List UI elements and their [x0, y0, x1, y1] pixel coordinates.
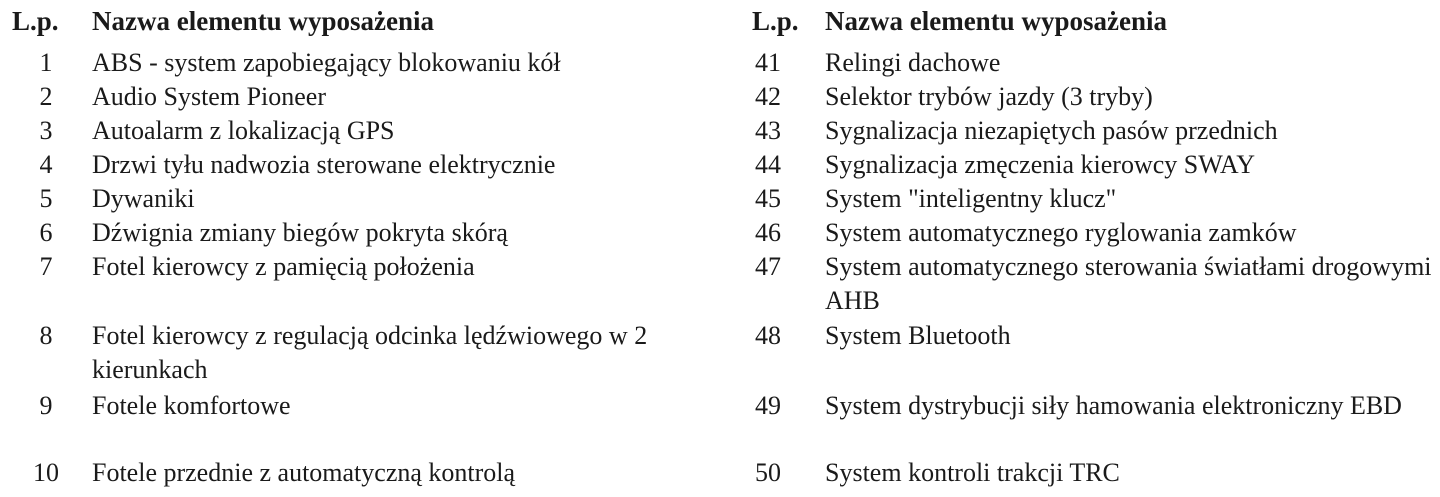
row-number: 2 [39, 82, 53, 111]
column-header-lp: L.p. [12, 6, 59, 36]
row-name: Drzwi tyłu nadwozia sterowane elektrycznie [92, 150, 556, 179]
row-number: 45 [755, 184, 781, 213]
row-number: 48 [755, 321, 781, 350]
row-name: Audio System Pioneer [92, 82, 326, 111]
row-name: Sygnalizacja zmęczenia kierowcy SWAY [825, 150, 1256, 179]
column-header-name: Nazwa elementu wyposażenia [825, 6, 1167, 36]
row-number: 1 [39, 48, 53, 77]
row-number: 5 [39, 184, 53, 213]
row-name: System Bluetooth [825, 321, 1011, 350]
column-header-lp: L.p. [752, 6, 799, 36]
row-number: 9 [39, 391, 53, 420]
row-name: ABS - system zapobiegający blokowaniu kół [92, 48, 561, 77]
row-number: 41 [755, 48, 781, 77]
row-name: Fotel kierowcy z pamięcią położenia [92, 252, 475, 281]
row-number: 10 [33, 458, 59, 487]
row-number: 49 [755, 391, 781, 420]
row-number: 42 [755, 82, 781, 111]
row-number: 47 [755, 252, 781, 281]
row-name: System automatycznego ryglowania zamków [825, 218, 1297, 247]
row-number: 50 [755, 458, 781, 487]
row-name: Relingi dachowe [825, 48, 1001, 77]
row-name: System "inteligentny klucz" [825, 184, 1117, 213]
row-name: System kontroli trakcji TRC [825, 458, 1120, 487]
row-number: 3 [39, 116, 53, 145]
row-name: Autoalarm z lokalizacją GPS [92, 116, 395, 145]
row-number: 7 [39, 252, 53, 281]
row-number: 8 [39, 321, 53, 350]
row-name: Selektor trybów jazdy (3 tryby) [825, 82, 1153, 111]
row-number: 4 [39, 150, 53, 179]
row-name: Dywaniki [92, 184, 195, 213]
row-name: Sygnalizacja niezapiętych pasów przednich [825, 116, 1278, 145]
row-number: 6 [39, 218, 53, 247]
row-name: Dźwignia zmiany biegów pokryta skórą [92, 218, 508, 247]
row-name: System automatycznego sterowania światłami drogowymi AHB [825, 252, 1432, 315]
row-name: System dystrybucji siły hamowania elektroniczny EBD [825, 391, 1402, 420]
row-number: 43 [755, 116, 781, 145]
row-number: 46 [755, 218, 781, 247]
row-number: 44 [755, 150, 781, 179]
column-header-name: Nazwa elementu wyposażenia [92, 6, 434, 36]
row-name: Fotele przednie z automatyczną kontrolą [92, 458, 516, 487]
row-name: Fotel kierowcy z regulacją odcinka lędźwiowego w 2 kierunkach [92, 321, 648, 384]
row-name: Fotele komfortowe [92, 391, 291, 420]
